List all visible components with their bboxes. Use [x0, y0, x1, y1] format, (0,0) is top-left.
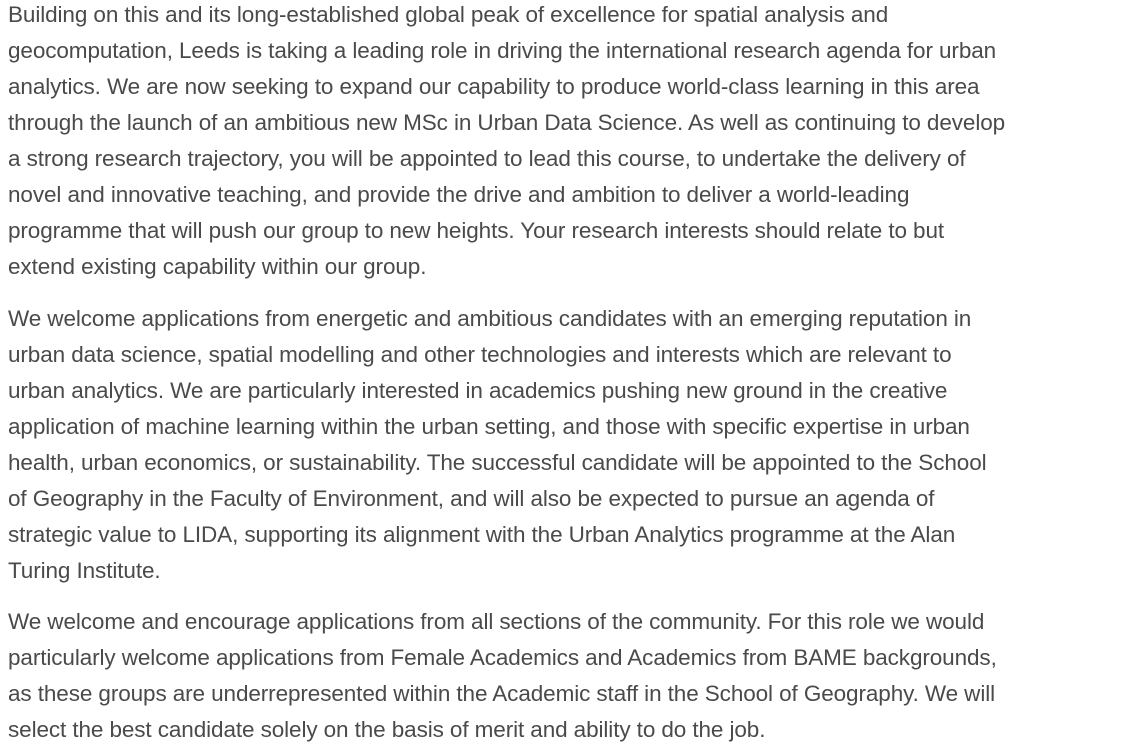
text-line: strategic value to LIDA, supporting its alignment with the Urban Analytics programme at the Alan — [8, 522, 956, 547]
text-line: extend existing capability within our group. — [8, 254, 427, 279]
text-line: geocomputation, Leeds is taking a leading role in driving the international research agenda for urban — [8, 38, 997, 63]
text-line: urban data science, spatial modelling and other technologies and interests which are relevant to — [8, 342, 952, 367]
text-line: urban analytics. We are particularly interested in academics pushing new ground in the creative — [8, 378, 948, 403]
text-line: select the best candidate solely on the basis of merit and ability to do the job. — [8, 717, 766, 742]
text-line: Building on this and its long-established global peak of excellence for spatial analysis and — [8, 2, 889, 27]
text-line: programme that will push our group to new heights. Your research interests should relate to but — [8, 218, 945, 243]
text-line: through the launch of an ambitious new MSc in Urban Data Science. As well as continuing to develop — [8, 110, 1006, 135]
text-line: Turing Institute. — [8, 558, 161, 583]
paragraph-role-overview — [8, 0, 1005, 285]
paragraph-diversity-statement — [8, 604, 997, 748]
text-line: a strong research trajectory, you will be appointed to lead this course, to undertake the delivery of — [8, 146, 966, 171]
text-line: application of machine learning within the urban setting, and those with specific expertise in urban — [8, 414, 970, 439]
paragraph-candidate-profile — [8, 301, 987, 589]
text-line: analytics. We are now seeking to expand our capability to produce world-class learning in this area — [8, 74, 980, 99]
text-line: particularly welcome applications from Female Academics and Academics from BAME backgrounds, — [8, 645, 997, 670]
text-line: of Geography in the Faculty of Environment, and will also be expected to pursue an agenda of — [8, 486, 935, 511]
text-line: We welcome applications from energetic and ambitious candidates with an emerging reputation in — [8, 306, 972, 331]
text-line: novel and innovative teaching, and provide the drive and ambition to deliver a world-leading — [8, 182, 910, 207]
text-line: We welcome and encourage applications from all sections of the community. For this role we would — [8, 609, 985, 634]
text-line: as these groups are underrepresented within the Academic staff in the School of Geography. We will — [8, 681, 996, 706]
text-line: health, urban economics, or sustainability. The successful candidate will be appointed to the School — [8, 450, 987, 475]
